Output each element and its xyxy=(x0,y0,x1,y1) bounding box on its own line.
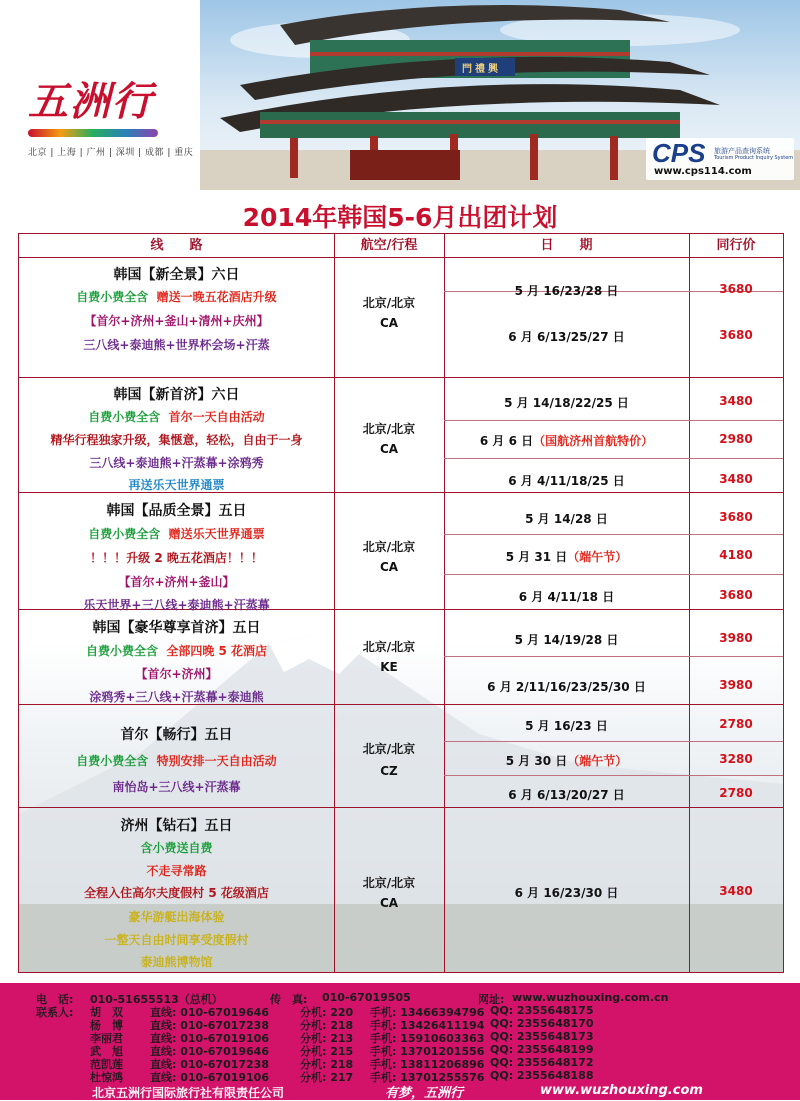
route-highlight: 自费小费全含 xyxy=(88,410,161,424)
price: 3280 xyxy=(719,752,753,766)
departure-date: 5 月 14/18/22/25 日 xyxy=(504,396,629,410)
website-link[interactable]: www.wuzhouxing.com.cn xyxy=(512,991,669,1004)
contact-name: 武 旭 xyxy=(90,1045,123,1058)
date-divider xyxy=(444,741,783,742)
company-site[interactable]: www.wuzhouxing.com xyxy=(540,1083,703,1098)
fax-number: 010-67019505 xyxy=(322,991,411,1004)
flight-code: KE xyxy=(380,660,398,674)
price: 3680 xyxy=(719,588,753,602)
date-divider xyxy=(444,534,783,535)
route-line: 泰迪熊博物馆 xyxy=(140,955,213,969)
schedule-table xyxy=(18,233,784,973)
contact-mobile: 手机: 15910603363 xyxy=(370,1032,485,1045)
flight-city: 北京/北京 xyxy=(362,742,416,756)
contact-direct-line: 直线: 010-67019646 xyxy=(150,1045,269,1058)
route-line: 【首尔+济州】 xyxy=(135,667,218,681)
price: 2780 xyxy=(719,717,753,731)
flight-city: 北京/北京 xyxy=(362,640,416,654)
flight-code: CA xyxy=(379,442,399,456)
page-title: 2014年韩国5-6月出团计划 xyxy=(242,203,558,232)
date-divider xyxy=(444,420,783,421)
date-divider xyxy=(444,458,783,459)
route-highlight: 自费小费全含 xyxy=(76,754,149,768)
contact-mobile: 手机: 13811206896 xyxy=(370,1058,485,1071)
cps-english-name: Tourism Product Inquiry System xyxy=(714,155,794,161)
route-name: 韩国【品质全景】五日 xyxy=(106,503,247,519)
date-divider xyxy=(444,775,783,776)
contact-mobile: 手机: 13466394796 xyxy=(370,1006,485,1019)
route-line: ！！！升级 2 晚五花酒店！！！ xyxy=(90,551,263,565)
phone-number: 010-51655513（总机） xyxy=(90,993,223,1006)
contact-extension: 分机: 213 xyxy=(300,1032,354,1045)
contact-direct-line: 直线: 010-67019646 xyxy=(150,1006,269,1019)
route-highlight: 赠送乐天世界通票 xyxy=(168,527,265,541)
date-text: 6 月 6 日 xyxy=(479,434,534,448)
contact-qq: QQ: 2355648199 xyxy=(490,1043,594,1056)
price: 4180 xyxy=(719,548,753,562)
contact-extension: 分机: 217 xyxy=(300,1071,354,1084)
route-line xyxy=(19,642,334,659)
price: 3980 xyxy=(719,631,753,645)
contact-mobile: 手机: 13426411194 xyxy=(370,1019,485,1032)
contact-extension: 分机: 220 xyxy=(300,1006,354,1019)
route-line: 不走寻常路 xyxy=(146,864,207,878)
departure-date: 6 月 16/23/30 日 xyxy=(514,886,619,900)
cps-badge xyxy=(646,138,794,180)
route-line: 再送乐天世界通票 xyxy=(128,478,225,492)
flight-city: 北京/北京 xyxy=(362,422,416,436)
price: 3480 xyxy=(719,884,753,898)
contact-qq: QQ: 2355648173 xyxy=(490,1030,594,1043)
website-label: 网址: xyxy=(478,993,505,1006)
route-line: 全程入住高尔夫度假村 5 花级酒店 xyxy=(84,886,269,900)
flight-city: 北京/北京 xyxy=(362,876,416,890)
route-line: 豪华游艇出海体验 xyxy=(128,910,225,924)
contact-qq: QQ: 2355648188 xyxy=(490,1069,594,1082)
date-note: （国航济州首航特价） xyxy=(533,434,654,448)
route-highlight: 自费小费全含 xyxy=(85,644,158,658)
route-name: 济州【钻石】五日 xyxy=(120,818,233,834)
header xyxy=(0,0,800,190)
route-line: 乐天世界+三八线+泰迪熊+汗蒸幕 xyxy=(83,598,270,612)
contact-extension: 分机: 215 xyxy=(300,1045,354,1058)
logo-text: 五洲行 xyxy=(28,78,154,125)
contact-qq: QQ: 2355648172 xyxy=(490,1056,594,1069)
route-highlight: 自费小费全含 xyxy=(76,290,149,304)
contact-mobile: 手机: 13701255576 xyxy=(370,1071,485,1084)
departure-date: 5 月 16/23/28 日 xyxy=(514,284,619,298)
price: 3480 xyxy=(719,472,753,486)
route-line: 精华行程独家升级，集惬意，轻松，自由于一身 xyxy=(50,433,303,447)
contact-mobile: 手机: 13701201556 xyxy=(370,1045,485,1058)
header-route: 线 路 xyxy=(19,234,334,258)
contact-direct-line: 直线: 010-67017238 xyxy=(150,1019,269,1032)
flight-code: CA xyxy=(379,316,399,330)
contact-name: 杨 博 xyxy=(90,1019,123,1032)
route-line: 三八线+泰迪熊+世界杯会场+汗蒸 xyxy=(83,338,270,352)
header-date: 日 期 xyxy=(444,234,689,258)
flight-city: 北京/北京 xyxy=(362,296,416,310)
route-highlight: 全部四晚 5 花酒店 xyxy=(166,644,268,658)
slogan: 有梦，五洲行 xyxy=(385,1086,464,1101)
flight-city: 北京/北京 xyxy=(362,540,416,554)
route-name: 韩国【新首济】六日 xyxy=(113,387,240,403)
route-highlight: 特别安排一天自由活动 xyxy=(156,754,277,768)
departure-date: 6 月 4/11/18/25 日 xyxy=(508,474,625,488)
cps-chinese-name: 旅游产品查询系统 xyxy=(714,147,770,155)
header-price: 同行价 xyxy=(689,234,783,258)
contact-direct-line: 直线: 010-67019106 xyxy=(150,1071,269,1084)
gate-sign: 門禮興 xyxy=(462,64,501,75)
route-line: 【首尔+济州+釜山+清州+庆州】 xyxy=(84,314,269,328)
flight-code: CA xyxy=(379,896,399,910)
price: 3980 xyxy=(719,678,753,692)
contact-name: 李丽君 xyxy=(90,1032,123,1045)
departure-date: 6 月 6/13/20/27 日 xyxy=(508,788,625,802)
group-divider xyxy=(19,377,783,378)
route-line xyxy=(19,752,334,769)
company-logo xyxy=(28,70,193,158)
cps-url: www.cps114.com xyxy=(654,166,752,177)
flight-code: CZ xyxy=(380,764,398,778)
company-name: 北京五洲行国际旅行社有限责任公司 xyxy=(92,1086,285,1100)
route-line: 含小费送自费 xyxy=(140,841,213,855)
route-line: 一整天自由时间享受度假村 xyxy=(104,933,249,947)
departure-date: 5 月 14/28 日 xyxy=(525,512,608,526)
price: 3680 xyxy=(719,510,753,524)
route-name: 韩国【豪华尊享首济】五日 xyxy=(92,620,261,636)
logo-cities: 北京 | 上海 | 广州 | 深圳 | 成都 | 重庆 xyxy=(28,148,194,158)
route-line xyxy=(19,408,334,425)
contact-direct-line: 直线: 010-67019106 xyxy=(150,1032,269,1045)
route-line: 涂鸦秀+三八线+汗蒸幕+泰迪熊 xyxy=(89,690,264,704)
flight-code: CA xyxy=(379,560,399,574)
departure-date xyxy=(444,752,689,769)
route-line: 【首尔+济州+釜山】 xyxy=(118,575,235,589)
date-note: （端午节） xyxy=(567,754,628,768)
contact-qq: QQ: 2355648170 xyxy=(490,1017,594,1030)
date-divider xyxy=(444,574,783,575)
route-line xyxy=(19,288,334,305)
date-divider xyxy=(444,656,783,657)
price: 2780 xyxy=(719,786,753,800)
contact-name: 范凯莲 xyxy=(90,1058,123,1071)
price: 3480 xyxy=(719,394,753,408)
contact-name: 胡 双 xyxy=(90,1006,123,1019)
date-text: 5 月 30 日 xyxy=(505,754,568,768)
route-line: 南怡岛+三八线+汗蒸幕 xyxy=(112,780,241,794)
departure-date: 6 月 6/13/25/27 日 xyxy=(508,330,625,344)
departure-date: 5 月 16/23 日 xyxy=(525,719,608,733)
departure-date: 5 月 14/19/28 日 xyxy=(514,633,619,647)
date-text: 5 月 31 日 xyxy=(505,550,568,564)
fax-label: 传 真: xyxy=(270,993,308,1006)
route-name: 首尔【畅行】五日 xyxy=(120,727,233,743)
price: 3680 xyxy=(719,328,753,342)
departure-date xyxy=(444,548,689,565)
column-divider xyxy=(334,234,335,972)
contact-extension: 分机: 218 xyxy=(300,1019,354,1032)
contact-extension: 分机: 218 xyxy=(300,1058,354,1071)
date-note: （端午节） xyxy=(567,550,628,564)
group-divider xyxy=(19,807,783,808)
route-name: 韩国【新全景】六日 xyxy=(113,267,240,283)
header-flight: 航空/行程 xyxy=(334,234,444,258)
departure-date: 6 月 4/11/18 日 xyxy=(518,590,615,604)
contact-footer xyxy=(0,983,800,1100)
departure-date xyxy=(444,432,689,449)
column-divider xyxy=(689,234,690,972)
route-line: 三八线+泰迪熊+汗蒸幕+涂鸦秀 xyxy=(89,456,264,470)
price: 2980 xyxy=(719,432,753,446)
route-highlight: 赠送一晚五花酒店升级 xyxy=(156,290,277,304)
contacts-label: 联系人: xyxy=(36,1006,74,1019)
logo-swoosh xyxy=(28,129,158,137)
route-highlight: 自费小费全含 xyxy=(88,527,161,541)
route-highlight: 首尔一天自由活动 xyxy=(168,410,265,424)
price: 3680 xyxy=(719,282,753,296)
route-line xyxy=(19,525,334,542)
cps-logo: CPS xyxy=(652,138,706,168)
departure-date: 6 月 2/11/16/23/25/30 日 xyxy=(487,680,646,694)
phone-label: 电 话: xyxy=(36,993,74,1006)
contact-name: 杜惊鸿 xyxy=(90,1071,123,1084)
contact-qq: QQ: 2355648175 xyxy=(490,1004,594,1017)
contact-direct-line: 直线: 010-67017238 xyxy=(150,1058,269,1071)
